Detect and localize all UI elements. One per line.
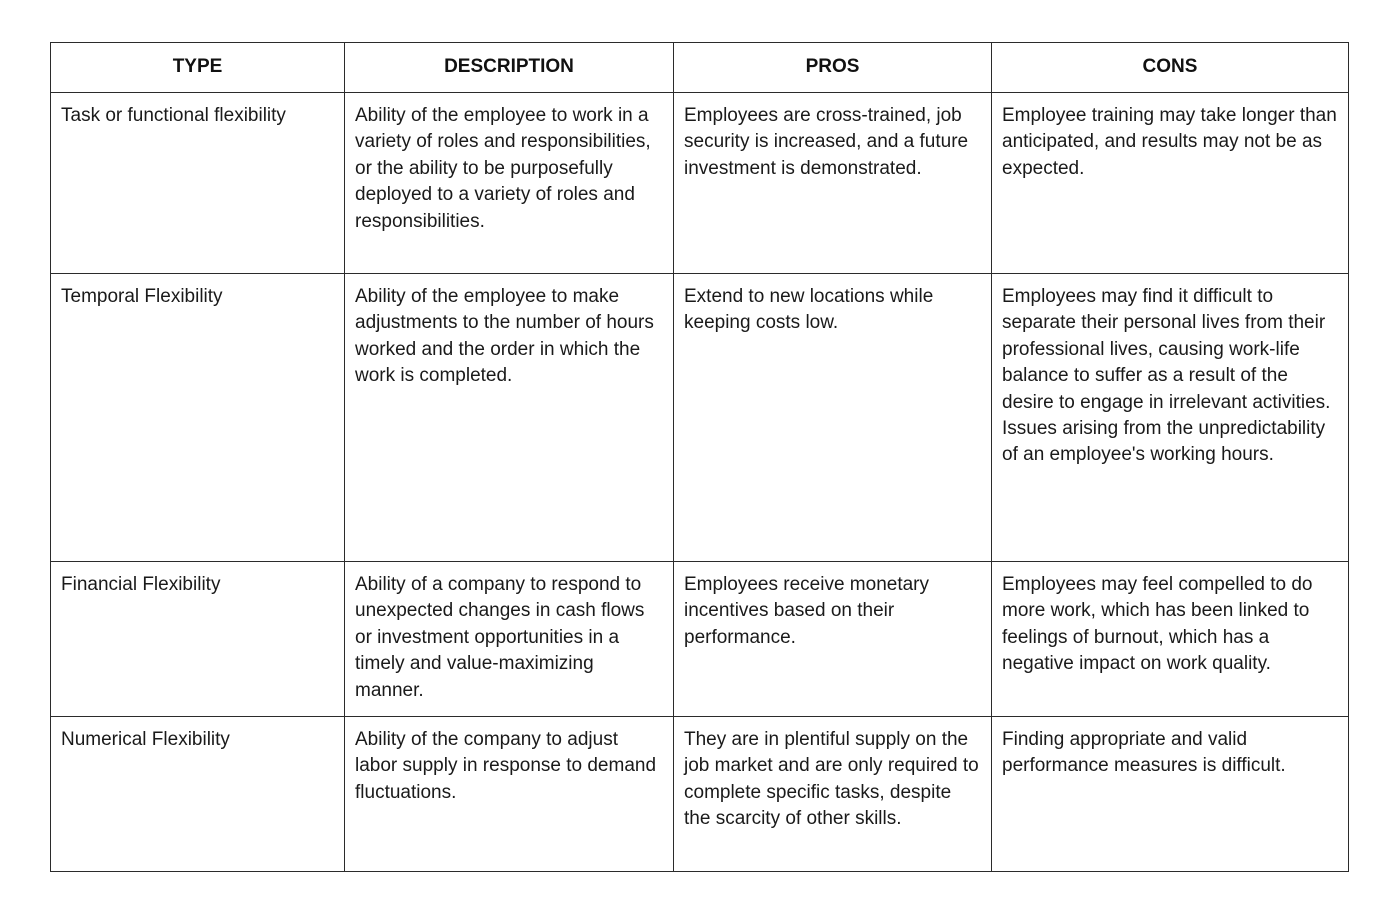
table-row bbox=[51, 93, 1349, 274]
table-row bbox=[51, 717, 1349, 872]
description-text: Ability of a company to respond to unexpected changes in cash flows or investment opportunities in a timely and value-maximizing manner. bbox=[355, 574, 645, 701]
header-row bbox=[51, 43, 1349, 93]
type-text: Task or functional flexibility bbox=[61, 105, 286, 126]
cell-cons bbox=[992, 93, 1349, 274]
cell-description bbox=[345, 717, 674, 872]
cell-pros bbox=[674, 93, 992, 274]
cell-cons bbox=[992, 562, 1349, 717]
cons-extra-text: Issues arising from the unpredictability of an employee's working hours. bbox=[1002, 418, 1326, 466]
cons-text: Employees may feel compelled to do more work, which has been linked to feelings of burnout, which has a negative impact on work quality. bbox=[1002, 574, 1313, 675]
cell-type bbox=[51, 274, 345, 562]
cell-pros bbox=[674, 274, 992, 562]
description-text: Ability of the employee to make adjustments to the number of hours worked and the order in which the work is completed. bbox=[355, 286, 654, 387]
type-text: Numerical Flexibility bbox=[61, 729, 230, 750]
pros-text: They are in plentiful supply on the job market and are only required to complete specific tasks, despite the scarcity of other skills. bbox=[684, 729, 979, 830]
flexibility-types-table bbox=[50, 42, 1349, 872]
cons-text: Employee training may take longer than anticipated, and results may not be as expected. bbox=[1002, 105, 1337, 179]
table-body bbox=[51, 93, 1349, 872]
cons-text: Finding appropriate and valid performance measures is difficult. bbox=[1002, 729, 1286, 777]
pros-text: Employees are cross-trained, job security is increased, and a future investment is demonstrated. bbox=[684, 105, 969, 179]
table-header bbox=[51, 43, 1349, 93]
table-row bbox=[51, 274, 1349, 562]
cell-description bbox=[345, 274, 674, 562]
cell-type bbox=[51, 562, 345, 717]
description-text: Ability of the company to adjust labor supply in response to demand fluctuations. bbox=[355, 729, 657, 803]
cell-cons bbox=[992, 717, 1349, 872]
header-description: DESCRIPTION bbox=[345, 43, 674, 93]
header-pros: PROS bbox=[674, 43, 992, 93]
pros-text: Extend to new locations while keeping costs low. bbox=[684, 286, 934, 334]
cell-type bbox=[51, 717, 345, 872]
type-text: Temporal Flexibility bbox=[61, 286, 223, 307]
header-type: TYPE bbox=[51, 43, 345, 93]
cell-cons bbox=[992, 274, 1349, 562]
cell-pros bbox=[674, 717, 992, 872]
table-row bbox=[51, 562, 1349, 717]
header-cons: CONS bbox=[992, 43, 1349, 93]
cell-pros bbox=[674, 562, 992, 717]
type-text: Financial Flexibility bbox=[61, 574, 221, 595]
cell-type bbox=[51, 93, 345, 274]
description-text: Ability of the employee to work in a variety of roles and responsibilities, or the ability to be purposefully deployed to a variety of roles and responsibilities. bbox=[355, 105, 651, 232]
cons-text: Employees may find it difficult to separate their personal lives from their professional lives, causing work-life balance to suffer as a result of the desire to engage in irrelevant activities. bbox=[1002, 286, 1331, 413]
pros-text: Employees receive monetary incentives based on their performance. bbox=[684, 574, 929, 648]
cell-description bbox=[345, 93, 674, 274]
cell-description bbox=[345, 562, 674, 717]
